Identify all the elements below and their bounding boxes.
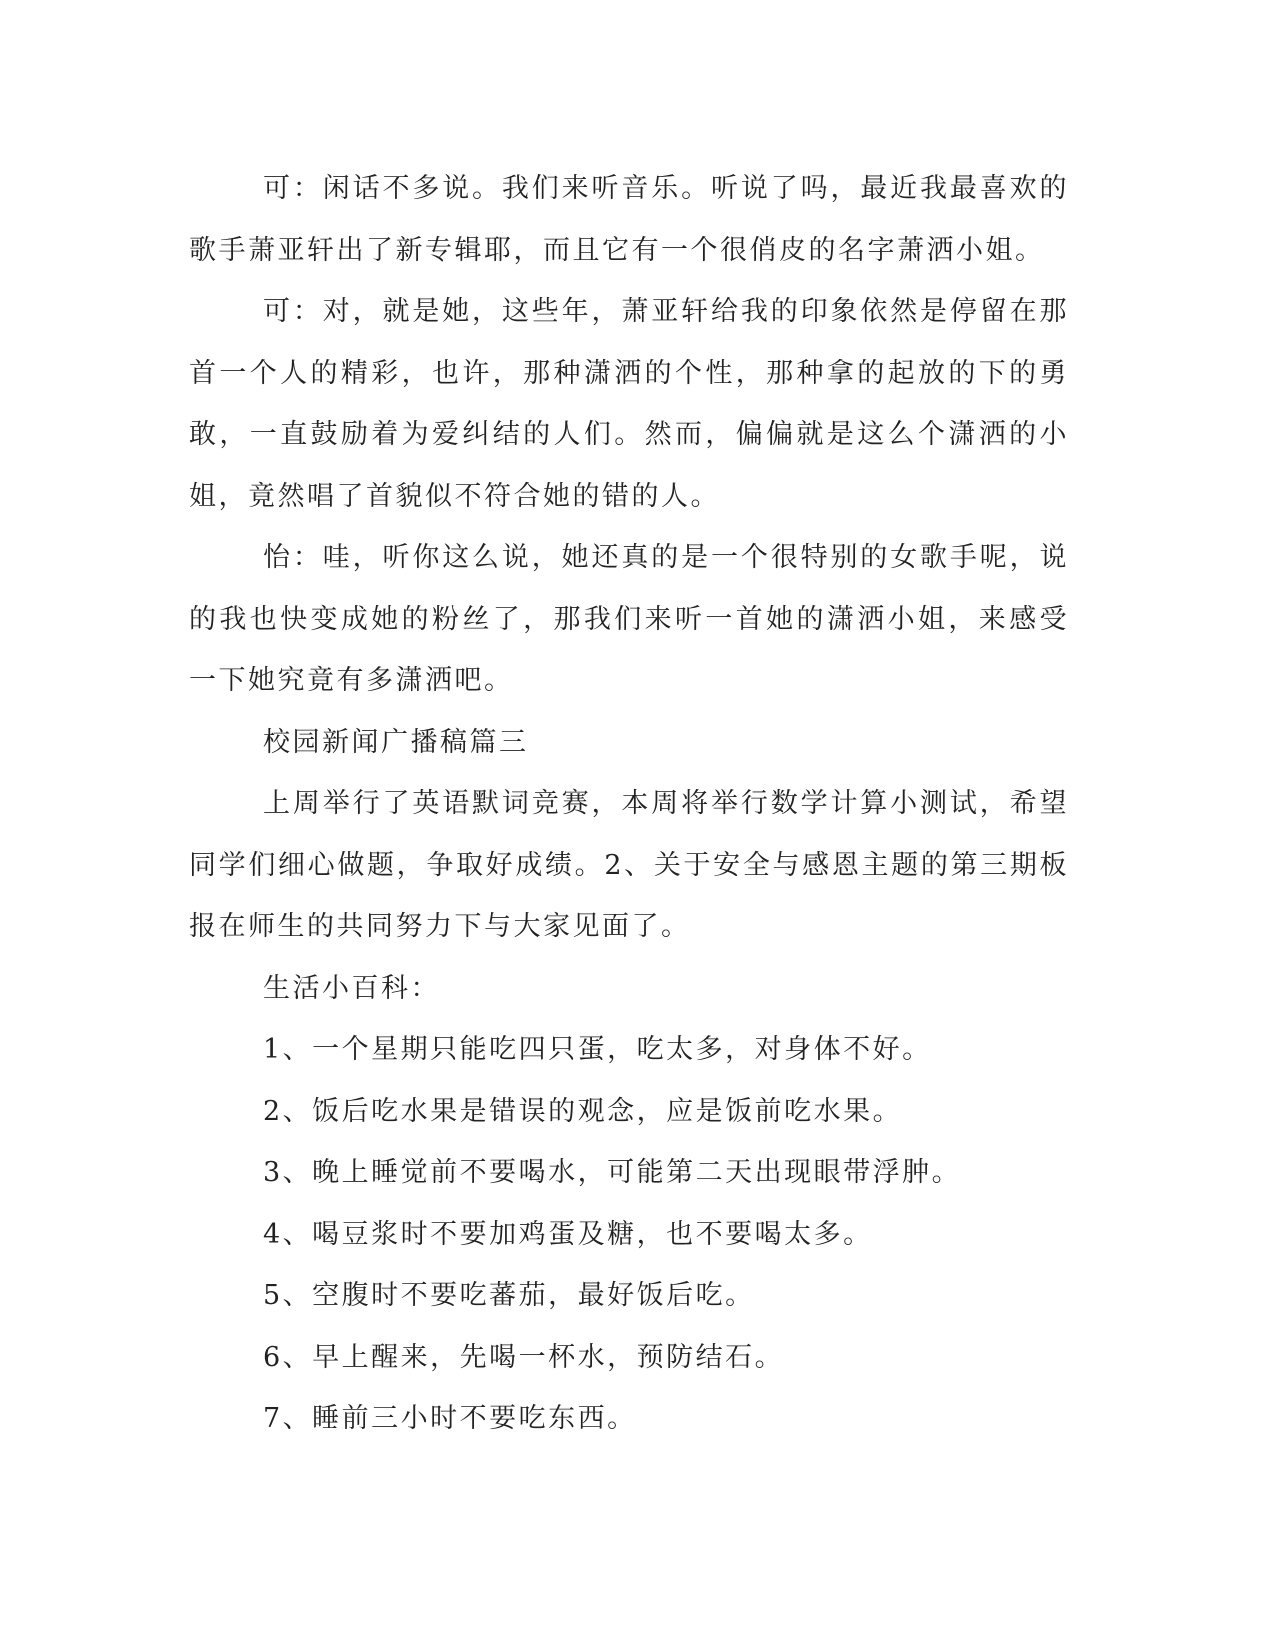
life-tip-item: 1、一个星期只能吃四只蛋，吃太多，对身体不好。 [263, 1034, 932, 1065]
life-tip-item: 2、饭后吃水果是错误的观念，应是饭前吃水果。 [263, 1095, 903, 1127]
paragraph-dialogue-3: 怡：哇，听你这么说，她还真的是一个很特别的女歌手呢，说的我也快变成她的粉丝了，那我们来听一首她的潇洒小姐，来感受一下她究竟有多潇洒吧。 [189, 542, 1069, 696]
paragraph-dialogue-2: 可：对，就是她，这些年，萧亚轩给我的印象依然是停留在那首一个人的精彩，也许，那种潇洒的个性，那种拿的起放的下的勇敢，一直鼓励着为爱纠结的人们。然而，偏偏就是这么个潇洒的小姐，竟然唱了首貌似不符合她的错的人。 [189, 296, 1069, 512]
paragraph-dialogue-1: 可：闲话不多说。我们来听音乐。听说了吗，最近我最喜欢的歌手萧亚轩出了新专辑耶，而且它有一个很俏皮的名字萧洒小姐。 [189, 173, 1069, 266]
life-tip-item: 3、晚上睡觉前不要喝水，可能第二天出现眼带浮肿。 [263, 1157, 962, 1188]
life-tips-heading: 生活小百科： [263, 972, 440, 1004]
life-tip-item: 5、空腹时不要吃蕃茄，最好饭后吃。 [263, 1280, 755, 1311]
section-heading: 校园新闻广播稿篇三 [263, 726, 529, 758]
document-body [189, 158, 1069, 1450]
life-tip-item: 7、睡前三小时不要吃东西。 [263, 1403, 637, 1434]
paragraph-news: 上周举行了英语默词竞赛，本周将举行数学计算小测试，希望同学们细心做题，争取好成绩。2、关于安全与感恩主题的第三期板报在师生的共同努力下与大家见面了。 [189, 788, 1069, 942]
life-tip-item: 4、喝豆浆时不要加鸡蛋及糖，也不要喝太多。 [263, 1218, 873, 1250]
life-tip-item: 6、早上醒来，先喝一杯水，预防结石。 [263, 1341, 785, 1373]
